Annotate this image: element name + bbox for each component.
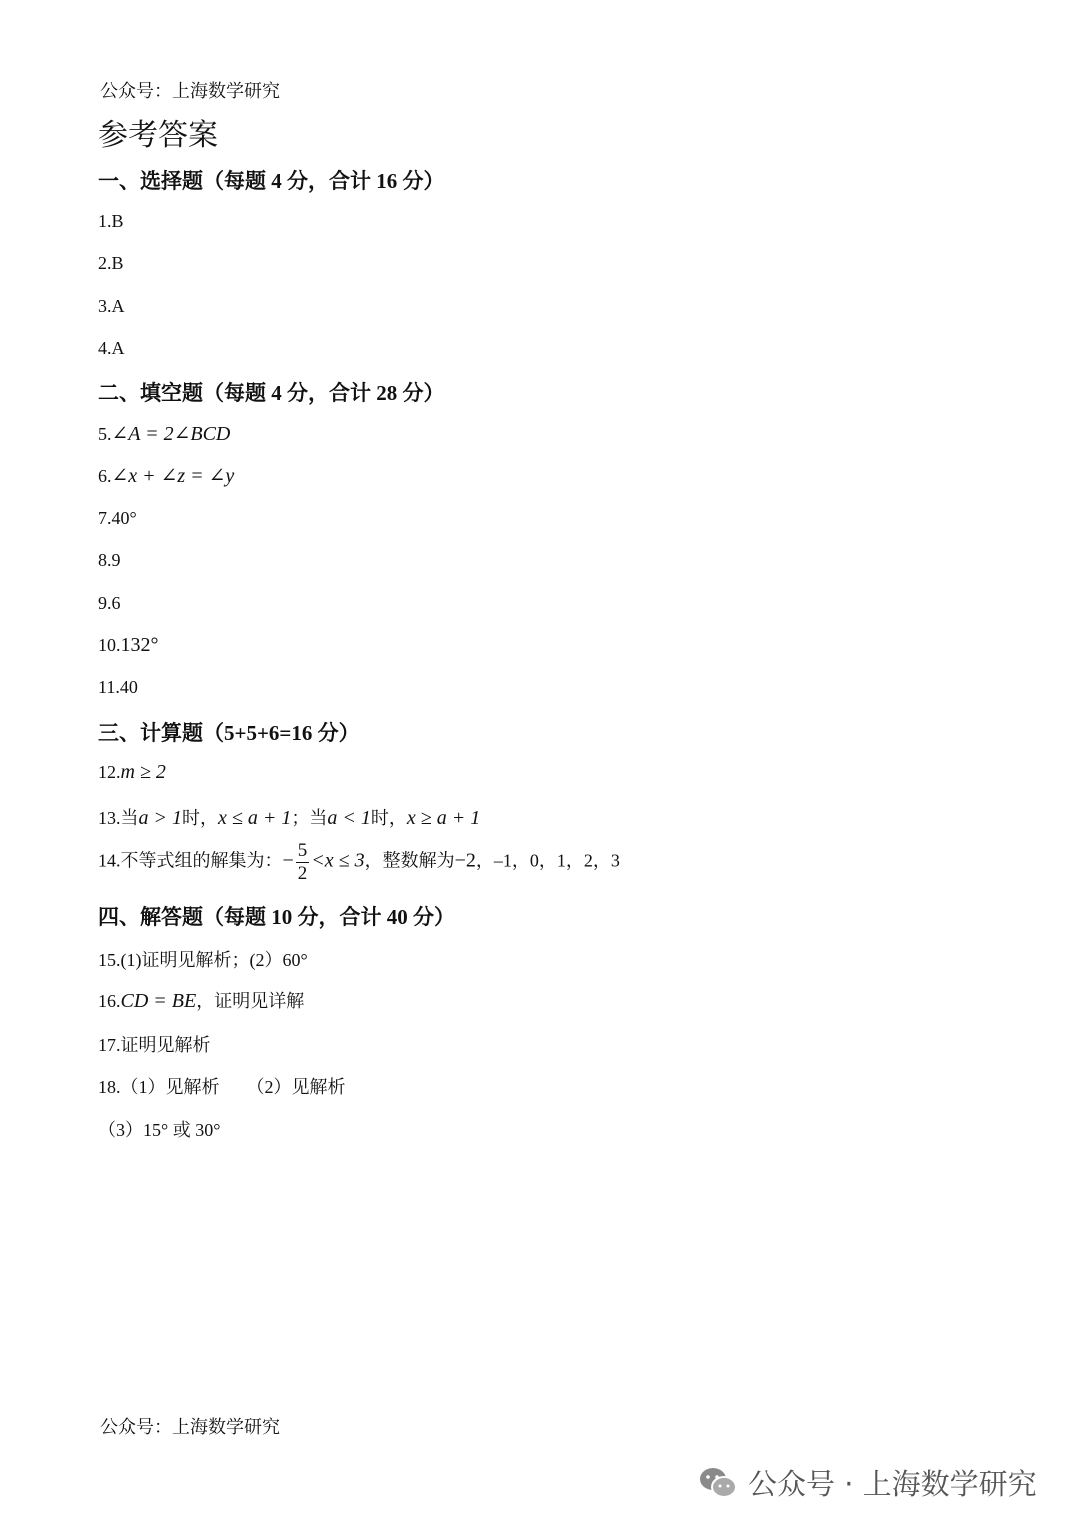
answer-14-text-1: 14.不等式组的解集为： <box>98 850 283 871</box>
answer-8: 8.9 <box>98 550 121 570</box>
answer-5-number: 5. <box>98 424 112 444</box>
answer-14-first-int: −2 <box>454 849 476 872</box>
answer-13-sol-1: x ≤ a + 1 <box>218 807 292 829</box>
answer-7: 7.40° <box>98 508 137 528</box>
answer-10-value: 132° <box>120 634 159 656</box>
fraction-denominator: 2 <box>297 863 308 884</box>
answer-12-number: 12. <box>98 762 121 782</box>
answer-15: 15.(1)证明见解析；(2）60° <box>98 950 308 970</box>
answer-4: 4.A <box>98 338 125 358</box>
answer-13 <box>98 804 480 830</box>
answer-13-text-1: 13.当 <box>98 808 139 828</box>
answer-10 <box>98 634 159 657</box>
answer-16-number: 16. <box>98 991 121 1011</box>
answer-14-minus: − <box>282 849 294 872</box>
answer-16 <box>98 987 304 1013</box>
answer-6-number: 6. <box>98 466 112 486</box>
answer-12 <box>98 761 166 784</box>
answer-5-expr: ∠A = 2∠BCD <box>111 423 231 445</box>
answer-10-number: 10. <box>98 635 121 655</box>
answer-5 <box>98 421 230 446</box>
section-choice: 一、选择题（每题 4 分，合计 16 分） <box>98 169 445 193</box>
answer-18: 18.（1）见解析 （2）见解析 <box>98 1077 346 1097</box>
answer-13-text-4: 时， <box>370 808 407 828</box>
answer-13-sol-2: x ≥ a + 1 <box>406 807 481 829</box>
answer-17: 17.证明见解析 <box>98 1035 211 1055</box>
wechat-icon <box>698 1466 738 1500</box>
watermark-text: 公众号 · 上海数学研究 <box>748 1467 1037 1501</box>
section-fill: 二、填空题（每题 4 分，合计 28 分） <box>98 381 445 405</box>
answer-6 <box>98 463 234 488</box>
answer-14-text-3: ，–1，0，1，2，3 <box>475 850 620 871</box>
section-solve: 四、解答题（每题 10 分，合计 40 分） <box>98 905 455 929</box>
page-title: 参考答案 <box>98 119 218 152</box>
answer-14-fraction <box>296 840 310 885</box>
answer-16-text: ，证明见详解 <box>196 991 305 1011</box>
answer-14-range: <x ≤ 3 <box>311 849 365 872</box>
answer-12-expr: m ≥ 2 <box>120 761 166 783</box>
section-calc: 三、计算题（5+5+6=16 分） <box>98 721 360 745</box>
answer-18-part-3: （3）15° 或 30° <box>98 1120 221 1140</box>
answer-14-text-2: ，整数解为 <box>364 850 455 871</box>
footer-note: 公众号：上海数学研究 <box>100 1417 280 1437</box>
answer-6-expr: ∠x + ∠z = ∠y <box>111 465 235 487</box>
answer-3: 3.A <box>98 296 125 316</box>
watermark <box>698 1462 1037 1503</box>
header-note: 公众号：上海数学研究 <box>100 81 280 101</box>
answer-13-cond-2: a < 1 <box>327 807 371 829</box>
answer-16-expr: CD = BE <box>120 990 197 1012</box>
answer-1: 1.B <box>98 211 124 231</box>
answer-11: 11.40 <box>98 677 138 697</box>
fraction-numerator: 5 <box>297 840 308 861</box>
answer-9: 9.6 <box>98 593 121 613</box>
answer-14 <box>98 840 620 885</box>
answer-13-text-3: ；当 <box>291 808 328 828</box>
answer-13-text-2: 时， <box>182 808 218 828</box>
answer-2: 2.B <box>98 253 124 273</box>
answer-13-cond-1: a > 1 <box>138 807 182 829</box>
